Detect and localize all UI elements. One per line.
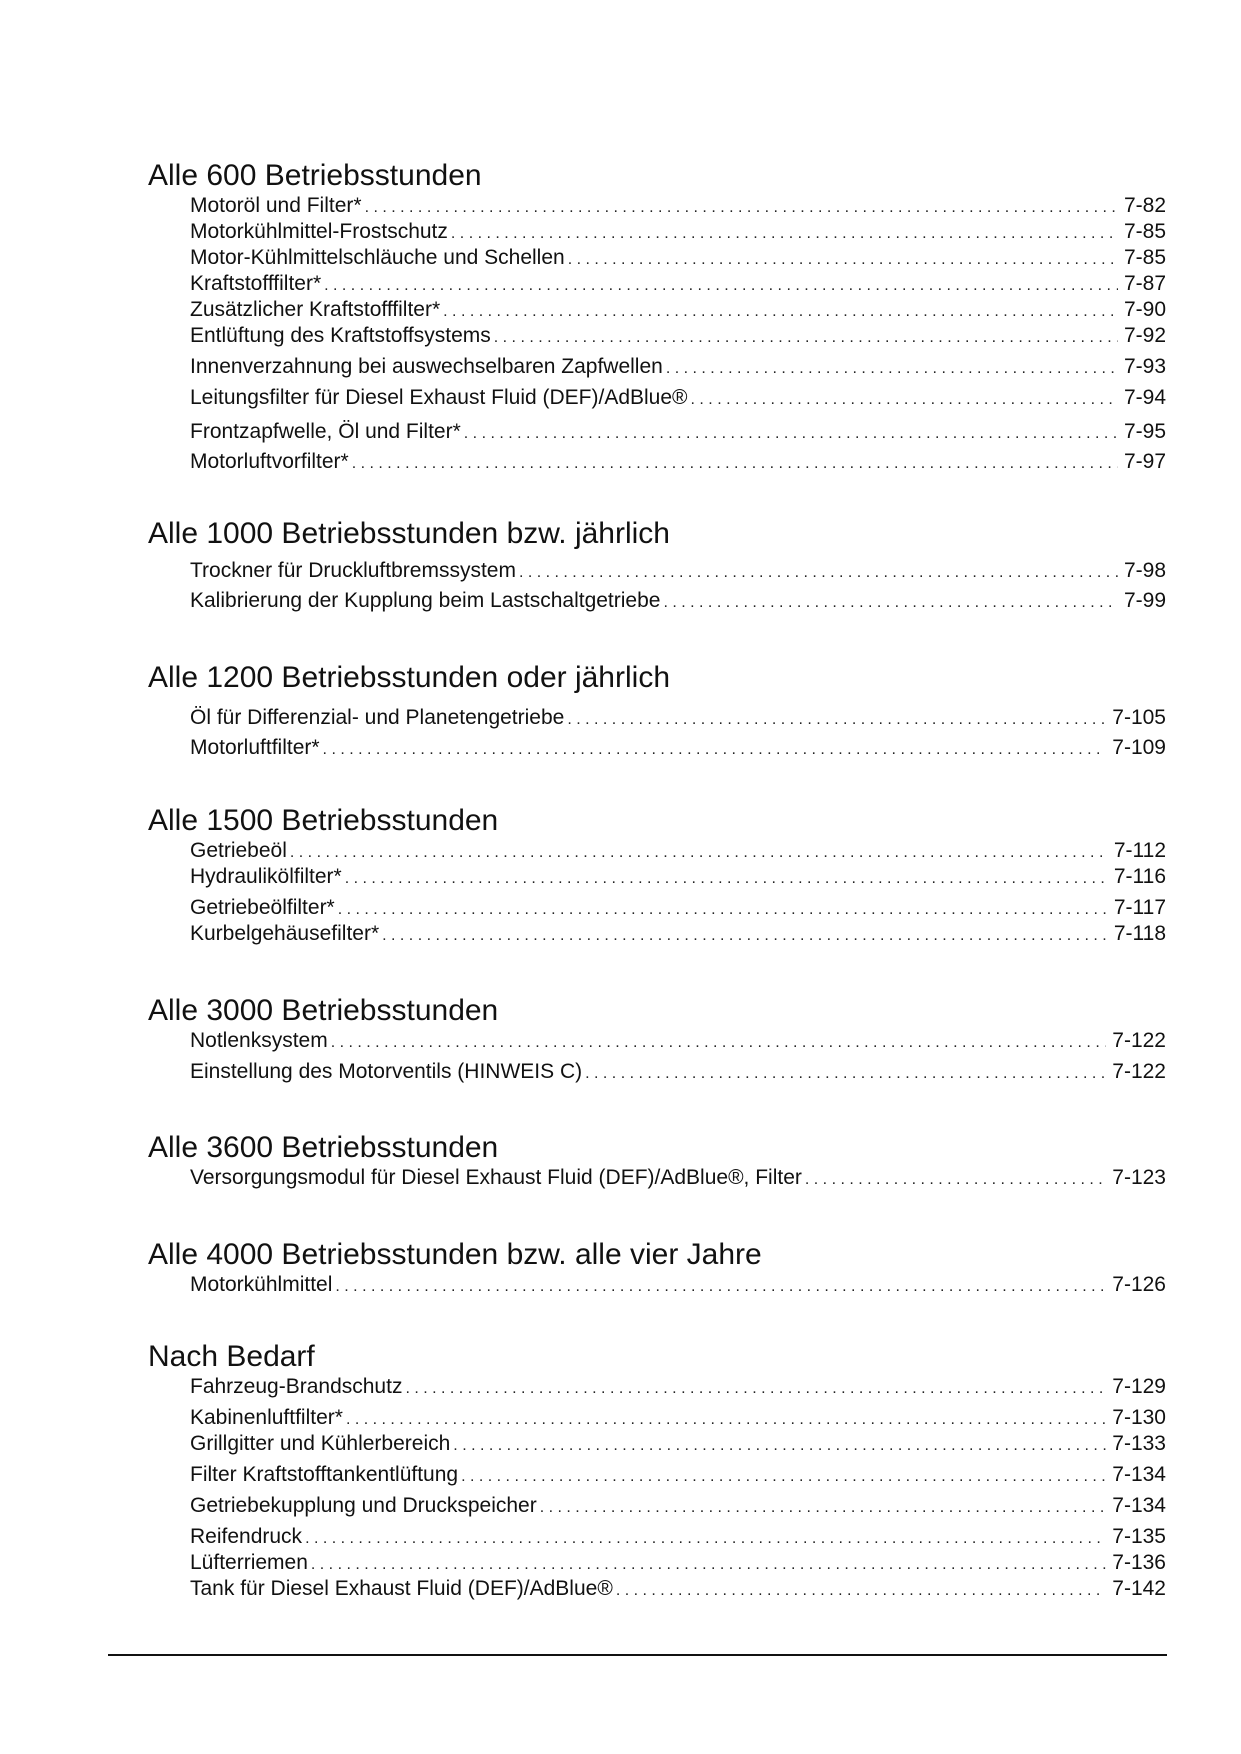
- toc-entry-page: 7-90: [1123, 298, 1166, 321]
- dot-leader: [567, 707, 1106, 733]
- toc-entry[interactable]: [190, 838, 1166, 864]
- toc-entry-page: 7-116: [1113, 865, 1166, 888]
- section-heading: Alle 3000 Betriebsstunden: [148, 994, 499, 1027]
- toc-entry-label: Tank für Diesel Exhaust Fluid (DEF)/AdBlue®: [190, 1577, 613, 1600]
- toc-entry-page: 7-122: [1112, 1060, 1166, 1083]
- dot-leader: [346, 1407, 1106, 1433]
- dot-leader: [464, 421, 1118, 447]
- dot-leader: [323, 737, 1107, 763]
- dot-leader: [324, 273, 1118, 299]
- toc-entry-page: 7-109: [1112, 736, 1166, 759]
- toc-entry-label: Kraftstofffilter*: [190, 272, 322, 295]
- dot-leader: [451, 221, 1118, 247]
- toc-entry-label: Einstellung des Motorventils (HINWEIS C): [190, 1060, 583, 1083]
- section-heading: Alle 3600 Betriebsstunden: [148, 1131, 499, 1164]
- toc-entry[interactable]: [190, 1550, 1166, 1576]
- toc-entry-label: Öl für Differenzial- und Planetengetriebe: [190, 706, 565, 729]
- dot-leader: [290, 840, 1108, 866]
- toc-entry-label: Kalibrierung der Kupplung beim Lastschaltgetriebe: [190, 589, 661, 612]
- toc-entry-label: Filter Kraftstofftankentlüftung: [190, 1463, 459, 1486]
- toc-entry-page: 7-117: [1113, 896, 1166, 919]
- toc-entry-page: 7-123: [1112, 1166, 1166, 1189]
- toc-entry-page: 7-99: [1123, 589, 1166, 612]
- toc-entry-label: Kabinenluftfilter*: [190, 1406, 343, 1429]
- toc-entry-label: Motor-Kühlmittelschläuche und Schellen: [190, 246, 565, 269]
- toc-entry[interactable]: [190, 1576, 1166, 1602]
- toc-entry-page: 7-112: [1113, 839, 1166, 862]
- toc-entry-page: 7-136: [1112, 1551, 1166, 1574]
- toc-entry-label: Entlüftung des Kraftstoffsystems: [190, 324, 491, 347]
- toc-entry-label: Reifendruck: [190, 1525, 303, 1548]
- toc-entry-page: 7-129: [1112, 1375, 1166, 1398]
- dot-leader: [540, 1495, 1107, 1521]
- dot-leader: [405, 1376, 1106, 1402]
- toc-entry-label: Getriebeöl: [190, 839, 287, 862]
- toc-entry-label: Motorluftfilter*: [190, 736, 320, 759]
- toc-entry-label: Getriebeölfilter*: [190, 896, 335, 919]
- toc-entry[interactable]: [190, 1374, 1166, 1400]
- dot-leader: [345, 866, 1108, 892]
- toc-entry[interactable]: [190, 864, 1166, 890]
- toc-entry-label: Kurbelgehäusefilter*: [190, 922, 380, 945]
- toc-entry[interactable]: [190, 1165, 1166, 1191]
- toc-entry[interactable]: [190, 1028, 1166, 1054]
- toc-entry-page: 7-98: [1123, 559, 1166, 582]
- toc-entry[interactable]: [190, 419, 1166, 445]
- dot-leader: [461, 1464, 1106, 1490]
- toc-entry-page: 7-122: [1112, 1029, 1166, 1052]
- toc-entry[interactable]: [190, 895, 1166, 921]
- toc-entry-label: Leitungsfilter für Diesel Exhaust Fluid (DEF)/AdBlue®: [190, 386, 688, 409]
- dot-leader: [616, 1578, 1106, 1604]
- toc-entry-page: 7-97: [1123, 450, 1166, 473]
- section-heading: Alle 4000 Betriebsstunden bzw. alle vier Jahre: [148, 1238, 762, 1271]
- toc-entry[interactable]: [190, 558, 1166, 584]
- toc-entry-label: Motorkühlmittel: [190, 1273, 333, 1296]
- toc-entry[interactable]: [190, 735, 1166, 761]
- toc-entry[interactable]: [190, 921, 1166, 947]
- toc-entry-page: 7-94: [1123, 386, 1166, 409]
- section-heading: Alle 1200 Betriebsstunden oder jährlich: [148, 661, 670, 694]
- dot-leader: [494, 325, 1118, 351]
- toc-entry-page: 7-135: [1112, 1525, 1166, 1548]
- toc-entry[interactable]: [190, 1272, 1166, 1298]
- toc-entry-label: Hydraulikölfilter*: [190, 865, 342, 888]
- toc-entry-page: 7-82: [1123, 194, 1166, 217]
- dot-leader: [335, 1274, 1106, 1300]
- dot-leader: [365, 195, 1118, 221]
- dot-leader: [805, 1167, 1106, 1193]
- toc-entry-label: Notlenksystem: [190, 1029, 328, 1052]
- footer-divider: [108, 1654, 1167, 1656]
- toc-entry[interactable]: [190, 1431, 1166, 1457]
- toc-entry[interactable]: [190, 245, 1166, 271]
- toc-entry-page: 7-118: [1113, 922, 1166, 945]
- toc-entry[interactable]: [190, 1405, 1166, 1431]
- toc-entry-label: Trockner für Druckluftbremssystem: [190, 559, 516, 582]
- toc-entry[interactable]: [190, 193, 1166, 219]
- dot-leader: [443, 299, 1118, 325]
- toc-entry-label: Getriebekupplung und Druckspeicher: [190, 1494, 537, 1517]
- section-heading: Nach Bedarf: [148, 1340, 315, 1373]
- toc-entry-page: 7-142: [1112, 1577, 1166, 1600]
- toc-entry-label: Motorluftvorfilter*: [190, 450, 349, 473]
- toc-entry-label: Versorgungsmodul für Diesel Exhaust Fluid (DEF)/AdBlue®, Filter: [190, 1166, 802, 1189]
- toc-entry-page: 7-126: [1112, 1273, 1166, 1296]
- dot-leader: [453, 1433, 1106, 1459]
- dot-leader: [305, 1526, 1106, 1552]
- dot-leader: [666, 356, 1118, 382]
- toc-entry-label: Motoröl und Filter*: [190, 194, 362, 217]
- toc-entry[interactable]: [190, 354, 1166, 380]
- section-heading: Alle 1500 Betriebsstunden: [148, 804, 499, 837]
- toc-entry-label: Grillgitter und Kühlerbereich: [190, 1432, 451, 1455]
- toc-entry-page: 7-85: [1123, 220, 1166, 243]
- toc-entry[interactable]: [190, 1524, 1166, 1550]
- toc-entry[interactable]: [190, 705, 1166, 731]
- section-heading: Alle 600 Betriebsstunden: [148, 159, 482, 192]
- dot-leader: [691, 387, 1118, 413]
- dot-leader: [311, 1552, 1106, 1578]
- toc-entry-label: Zusätzlicher Kraftstofffilter*: [190, 298, 441, 321]
- toc-entry-label: Frontzapfwelle, Öl und Filter*: [190, 420, 461, 443]
- toc-entry[interactable]: [190, 385, 1166, 411]
- toc-entry-page: 7-93: [1123, 355, 1166, 378]
- toc-entry[interactable]: [190, 271, 1166, 297]
- toc-entry-page: 7-85: [1123, 246, 1166, 269]
- toc-entry-page: 7-92: [1123, 324, 1166, 347]
- dot-leader: [338, 897, 1108, 923]
- toc-entry-page: 7-134: [1112, 1494, 1166, 1517]
- toc-entry[interactable]: [190, 588, 1166, 614]
- toc-entry-page: 7-105: [1112, 706, 1166, 729]
- toc-entry[interactable]: [190, 1493, 1166, 1519]
- toc-entry[interactable]: [190, 1059, 1166, 1085]
- toc-entry-page: 7-87: [1123, 272, 1166, 295]
- dot-leader: [331, 1030, 1107, 1056]
- dot-leader: [568, 247, 1118, 273]
- toc-entry-label: Fahrzeug-Brandschutz: [190, 1375, 403, 1398]
- section-heading: Alle 1000 Betriebsstunden bzw. jährlich: [148, 517, 670, 550]
- toc-entry-label: Innenverzahnung bei auswechselbaren Zapfwellen: [190, 355, 663, 378]
- toc-entry-page: 7-133: [1112, 1432, 1166, 1455]
- dot-leader: [352, 451, 1118, 477]
- toc-entry[interactable]: [190, 219, 1166, 245]
- dot-leader: [519, 560, 1118, 586]
- toc-entry-page: 7-95: [1123, 420, 1166, 443]
- toc-entry-page: 7-130: [1112, 1406, 1166, 1429]
- toc-entry-page: 7-134: [1112, 1463, 1166, 1486]
- toc-entry[interactable]: [190, 1462, 1166, 1488]
- dot-leader: [382, 923, 1108, 949]
- toc-entry-label: Lüfterriemen: [190, 1551, 308, 1574]
- dot-leader: [663, 590, 1118, 616]
- dot-leader: [585, 1061, 1106, 1087]
- toc-entry[interactable]: [190, 323, 1166, 349]
- toc-entry-label: Motorkühlmittel-Frostschutz: [190, 220, 448, 243]
- toc-entry[interactable]: [190, 297, 1166, 323]
- toc-entry[interactable]: [190, 449, 1166, 475]
